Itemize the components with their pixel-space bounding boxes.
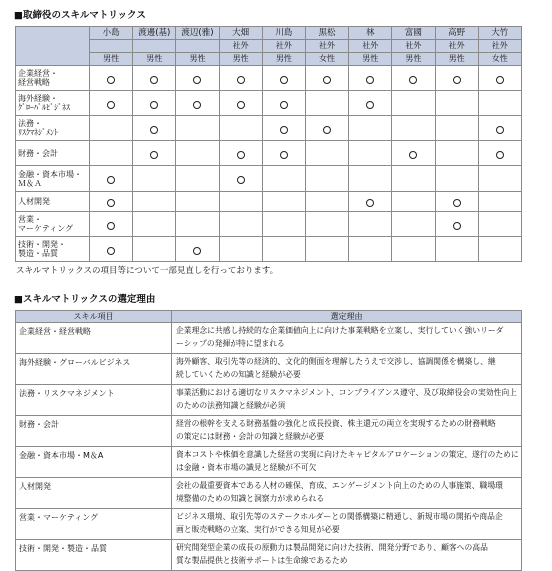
skill-label-line: マーケティング <box>18 224 74 233</box>
circle-mark-icon <box>496 76 504 84</box>
matrix-cell <box>305 116 348 141</box>
director-gender: 男性 <box>219 53 262 66</box>
circle-mark-icon <box>453 199 461 207</box>
director-type: 社外 <box>349 40 392 53</box>
skill-label <box>16 166 90 192</box>
matrix-cell <box>392 91 435 116</box>
matrix-skill-row <box>16 66 522 91</box>
reason-line: の策定には財務・会計の知識と経験が必要 <box>176 431 325 441</box>
circle-mark-icon <box>323 126 331 134</box>
matrix-cell <box>435 212 478 237</box>
circle-mark-icon <box>237 176 245 184</box>
matrix-gender-row <box>16 53 522 66</box>
matrix-cell <box>435 192 478 212</box>
reason-text <box>172 478 522 509</box>
matrix-cell <box>133 91 176 116</box>
circle-mark-icon <box>280 101 288 109</box>
circle-mark-icon <box>280 76 288 84</box>
reason-text <box>172 540 522 571</box>
director-gender: 男性 <box>262 53 305 66</box>
matrix-cell <box>349 116 392 141</box>
circle-mark-icon <box>496 151 504 159</box>
skill-label <box>16 212 90 237</box>
matrix-cell <box>90 91 133 116</box>
circle-mark-icon <box>107 199 115 207</box>
reason-line: は金融・資本市場の識見と経験が不可欠 <box>176 462 317 472</box>
director-name: 高野 <box>435 27 478 40</box>
circle-mark-icon <box>409 151 417 159</box>
director-type: 社外 <box>262 40 305 53</box>
director-name: 渡邊(基) <box>133 27 176 40</box>
reason-skill: 営業・マーケティング <box>16 509 172 540</box>
circle-mark-icon <box>107 101 115 109</box>
circle-mark-icon <box>107 76 115 84</box>
director-gender: 男性 <box>133 53 176 66</box>
matrix-skill-row <box>16 192 522 212</box>
reason-line: ーシップの発揮が特に望まれる <box>176 338 285 348</box>
skill-label <box>16 66 90 91</box>
skill-label <box>16 192 90 212</box>
matrix-cell <box>478 66 521 91</box>
matrix-cell <box>349 166 392 192</box>
reason-line: のための法務知識と経験が必須 <box>176 400 286 410</box>
matrix-cell <box>349 141 392 166</box>
reason-line: 質な製品提供と技術サポートは生命線であるため <box>176 555 348 565</box>
director-gender: 男性 <box>435 53 478 66</box>
matrix-cell <box>349 91 392 116</box>
skill-label-line: 製造・品質 <box>18 249 58 258</box>
circle-mark-icon <box>193 101 201 109</box>
director-name: 林 <box>349 27 392 40</box>
reason-line: 企業理念に共感し持続的な企業価値向上に向けた事業戦略を立案し、実行していく強いリーダ <box>176 326 504 335</box>
matrix-cell <box>392 212 435 237</box>
director-type: 社外 <box>435 40 478 53</box>
matrix-cell <box>349 192 392 212</box>
matrix-cell <box>435 66 478 91</box>
skill-label-line: 財務・会計 <box>18 148 58 158</box>
skill-matrix-table <box>15 26 522 262</box>
director-gender: 男性 <box>349 53 392 66</box>
circle-mark-icon <box>280 126 288 134</box>
circle-mark-icon <box>366 199 374 207</box>
matrix-skill-row <box>16 116 522 141</box>
circle-mark-icon <box>150 126 158 134</box>
skill-label-line: 法務・ <box>18 119 42 128</box>
reason-header-row <box>16 311 522 323</box>
reason-text <box>172 354 522 385</box>
matrix-cell <box>133 192 176 212</box>
matrix-cell <box>219 66 262 91</box>
matrix-skill-row <box>16 237 522 262</box>
matrix-cell <box>435 141 478 166</box>
circle-mark-icon <box>237 151 245 159</box>
reason-row <box>16 323 522 354</box>
skill-label-line: 人材開発 <box>18 197 50 206</box>
matrix-cell <box>219 166 262 192</box>
matrix-name-row <box>16 27 522 40</box>
matrix-cell <box>305 192 348 212</box>
matrix-cell <box>392 192 435 212</box>
skill-label-line: 営業・ <box>18 215 42 224</box>
reason-line: 続していくための知識と経験が必要 <box>176 369 301 379</box>
circle-mark-icon <box>193 247 201 255</box>
matrix-cell <box>262 141 305 166</box>
matrix-cell <box>133 212 176 237</box>
matrix-cell <box>349 66 392 91</box>
director-gender: 女性 <box>478 53 521 66</box>
matrix-cell <box>305 66 348 91</box>
reason-skill: 海外経験・グローバルビジネス <box>16 354 172 385</box>
matrix-cell <box>262 116 305 141</box>
circle-mark-icon <box>366 101 374 109</box>
skill-label-line: Ｍ＆Ａ <box>18 178 42 188</box>
matrix-cell <box>262 212 305 237</box>
reason-text <box>172 416 522 447</box>
reason-text <box>172 323 522 354</box>
circle-mark-icon <box>107 222 115 230</box>
matrix-cell <box>262 66 305 91</box>
reason-line: 境整備のための知識と洞察力が求められる <box>176 493 325 503</box>
matrix-cell <box>392 116 435 141</box>
director-type <box>133 40 176 53</box>
matrix-cell <box>478 212 521 237</box>
matrix-cell <box>176 166 219 192</box>
director-name: 黒松 <box>305 27 348 40</box>
director-name: 川島 <box>262 27 305 40</box>
col-reason-header: 選定理由 <box>172 311 522 323</box>
matrix-cell <box>219 212 262 237</box>
matrix-cell <box>176 91 219 116</box>
selection-reason-title: ■スキルマトリックスの選定理由 <box>14 294 156 305</box>
director-name: 大畑 <box>219 27 262 40</box>
director-type <box>176 40 219 53</box>
matrix-cell <box>219 91 262 116</box>
reason-row <box>16 509 522 540</box>
director-type: 社外 <box>219 40 262 53</box>
matrix-skill-row <box>16 212 522 237</box>
circle-mark-icon <box>323 76 331 84</box>
director-type: 社外 <box>305 40 348 53</box>
matrix-cell <box>176 141 219 166</box>
skill-label-line: 海外経験・ <box>18 94 58 103</box>
reason-row <box>16 478 522 509</box>
matrix-cell <box>392 237 435 262</box>
circle-mark-icon <box>496 126 504 134</box>
skill-label <box>16 91 90 116</box>
matrix-cell <box>305 237 348 262</box>
director-gender: 男性 <box>90 53 133 66</box>
matrix-cell <box>392 66 435 91</box>
reason-line: ビジネス環境、取引先等のステークホルダーとの関係構築に精通し、新規市場の開拓や商品企 <box>176 512 503 521</box>
reason-line: 会社の最重要資本である人材の確保、育成、エンゲージメント向上のための人事施策、職場環 <box>176 481 503 490</box>
circle-mark-icon <box>150 101 158 109</box>
circle-mark-icon <box>453 76 461 84</box>
circle-mark-icon <box>280 151 288 159</box>
matrix-cell <box>176 66 219 91</box>
circle-mark-icon <box>366 76 374 84</box>
reason-text <box>172 385 522 416</box>
skill-matrix-title: ■取締役のスキルマトリックス <box>14 10 146 21</box>
matrix-cell <box>435 166 478 192</box>
circle-mark-icon <box>150 76 158 84</box>
skill-label <box>16 237 90 262</box>
matrix-cell <box>133 116 176 141</box>
skill-label <box>16 116 90 141</box>
matrix-cell <box>435 116 478 141</box>
reason-row <box>16 385 522 416</box>
director-name: 大竹 <box>478 27 521 40</box>
reason-line: 海外顧客、取引先等の経済的、文化的側面を理解したうえで交渉し、協調関係を構築し、継 <box>176 357 496 366</box>
matrix-cell <box>262 91 305 116</box>
reason-text <box>172 447 522 478</box>
matrix-cell <box>90 192 133 212</box>
matrix-cell <box>262 237 305 262</box>
matrix-cell <box>392 166 435 192</box>
matrix-corner <box>16 27 90 66</box>
skill-label-line: 経営戦略 <box>18 78 50 87</box>
matrix-cell <box>478 116 521 141</box>
matrix-cell <box>133 66 176 91</box>
reason-row <box>16 416 522 447</box>
matrix-cell <box>478 237 521 262</box>
matrix-cell <box>133 166 176 192</box>
matrix-cell <box>478 166 521 192</box>
matrix-cell <box>133 141 176 166</box>
circle-mark-icon <box>453 222 461 230</box>
matrix-cell <box>262 166 305 192</box>
matrix-cell <box>176 212 219 237</box>
matrix-skill-row <box>16 166 522 192</box>
matrix-cell <box>219 237 262 262</box>
reason-line: 画と販売戦略の立案、実行ができる知見が必要 <box>176 524 340 534</box>
reason-row <box>16 354 522 385</box>
col-skill-header: スキル項目 <box>16 311 172 323</box>
circle-mark-icon <box>237 101 245 109</box>
skill-label-line: ﾘｽｸﾏﾈｼﾞﾒﾝﾄ <box>18 128 58 137</box>
reason-line: 資本コストや株価を意識した経営の実現に向けたキャピタルアロケーションの策定、遂行のために <box>176 450 519 459</box>
selection-reason-table <box>15 310 522 571</box>
director-gender: 男性 <box>392 53 435 66</box>
matrix-cell <box>90 212 133 237</box>
circle-mark-icon <box>107 247 115 255</box>
reason-skill: 法務・リスクマネジメント <box>16 385 172 416</box>
matrix-cell <box>90 116 133 141</box>
reason-skill: 企業経営・経営戦略 <box>16 323 172 354</box>
matrix-cell <box>90 141 133 166</box>
skill-label-line: 技術・開発・ <box>18 240 66 249</box>
reason-line: 研究開発型企業の成長の原動力は製品開発に向けた技術、開発分野であり、顧客への高品 <box>176 543 488 552</box>
reason-skill: 人材開発 <box>16 478 172 509</box>
circle-mark-icon <box>237 76 245 84</box>
reason-text <box>172 509 522 540</box>
circle-mark-icon <box>193 76 201 84</box>
matrix-cell <box>305 212 348 237</box>
matrix-cell <box>219 192 262 212</box>
matrix-cell <box>176 192 219 212</box>
matrix-cell <box>219 116 262 141</box>
matrix-cell <box>305 91 348 116</box>
director-type: 社外 <box>478 40 521 53</box>
matrix-cell <box>435 91 478 116</box>
matrix-cell <box>90 166 133 192</box>
matrix-cell <box>349 237 392 262</box>
skill-label-line: 金融・資本市場・ <box>18 169 82 179</box>
matrix-note: スキルマトリックスの項目等について一部見直しを行っております。 <box>16 266 279 276</box>
skill-label-line: 企業経営・ <box>18 69 58 78</box>
matrix-cell <box>478 141 521 166</box>
director-name: 富國 <box>392 27 435 40</box>
matrix-cell <box>305 141 348 166</box>
matrix-cell <box>176 237 219 262</box>
director-type <box>90 40 133 53</box>
matrix-cell <box>392 141 435 166</box>
director-type: 社外 <box>392 40 435 53</box>
reason-line: 経営の根幹を支える財務基盤の強化と成長投資、株主還元の両立を実現するための財務戦略 <box>176 419 496 428</box>
reason-skill: 財務・会計 <box>16 416 172 447</box>
matrix-cell <box>305 166 348 192</box>
matrix-type-row <box>16 40 522 53</box>
skill-label-line: ｸﾞﾛｰﾊﾞﾙﾋﾞｼﾞﾈｽ <box>18 103 70 112</box>
matrix-cell <box>435 237 478 262</box>
director-gender: 女性 <box>305 53 348 66</box>
reason-skill: 金融・資本市場・M＆A <box>16 447 172 478</box>
matrix-cell <box>478 91 521 116</box>
director-name: 渡辺(雅) <box>176 27 219 40</box>
matrix-cell <box>176 116 219 141</box>
director-gender: 男性 <box>176 53 219 66</box>
matrix-cell <box>478 192 521 212</box>
reason-line: 事業活動における適切なリスクマネジメント、コンプライアンス遵守、及び取締役会の実効性向上 <box>176 388 517 397</box>
matrix-skill-row <box>16 91 522 116</box>
matrix-skill-row <box>16 141 522 166</box>
director-name: 小島 <box>90 27 133 40</box>
reason-row <box>16 540 522 571</box>
matrix-cell <box>90 237 133 262</box>
circle-mark-icon <box>409 76 417 84</box>
skill-label <box>16 141 90 166</box>
reason-row <box>16 447 522 478</box>
matrix-cell <box>219 141 262 166</box>
circle-mark-icon <box>107 176 115 184</box>
circle-mark-icon <box>150 151 158 159</box>
matrix-cell <box>90 66 133 91</box>
matrix-cell <box>133 237 176 262</box>
matrix-cell <box>349 212 392 237</box>
matrix-cell <box>262 192 305 212</box>
reason-skill: 技術・開発・製造・品質 <box>16 540 172 571</box>
